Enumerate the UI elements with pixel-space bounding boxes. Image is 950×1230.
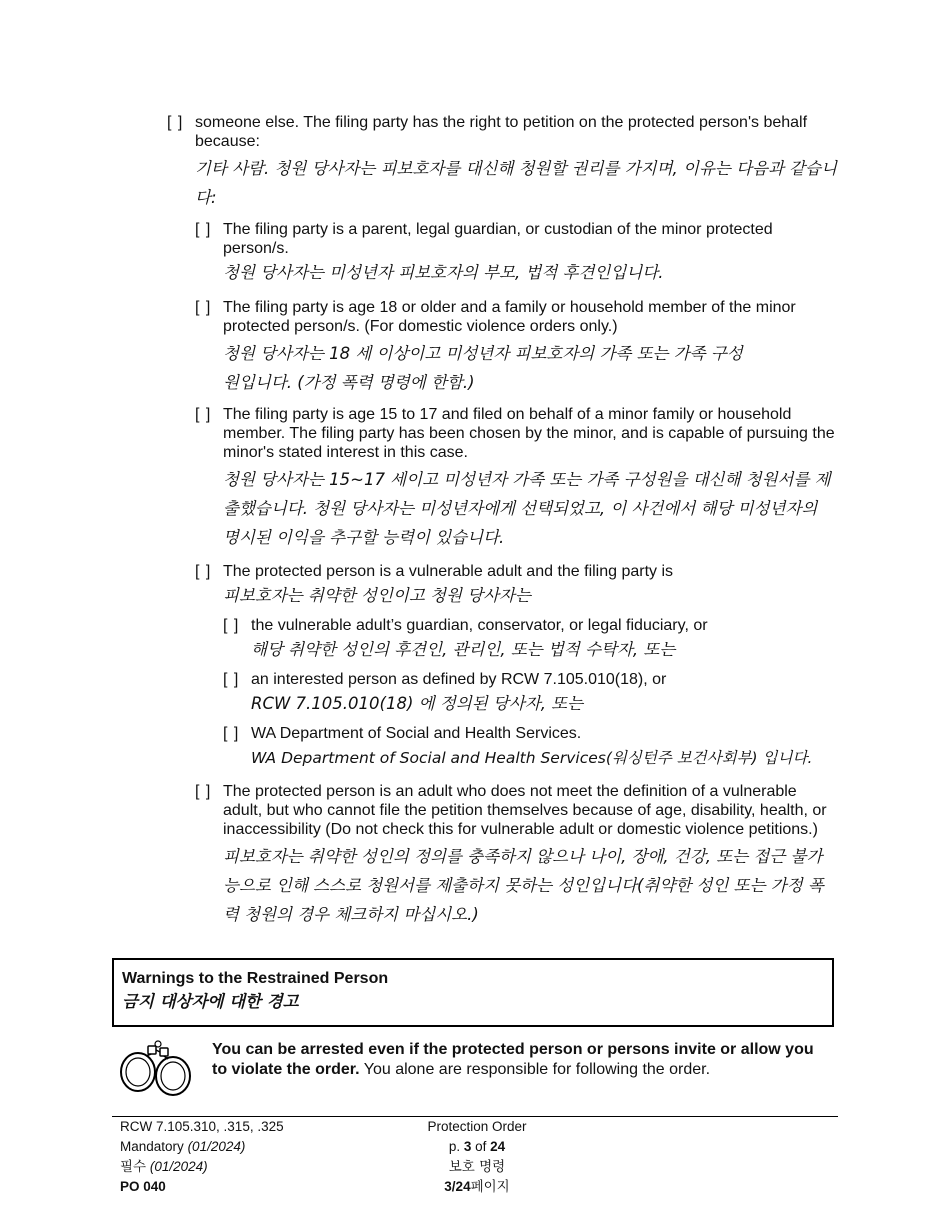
checkbox[interactable]: [ ] xyxy=(195,783,212,800)
checkbox[interactable]: [ ] xyxy=(195,563,212,580)
checkbox[interactable]: [ ] xyxy=(223,725,240,742)
footer-rcw: RCW 7.105.310, .315, .325 xyxy=(120,1119,284,1134)
checkbox[interactable]: [ ] xyxy=(223,617,240,634)
footer-mandatory: Mandatory (01/2024) xyxy=(120,1139,246,1154)
option-age-15 xyxy=(195,405,835,552)
option-guardian xyxy=(223,616,833,663)
option-vulnerable-adult xyxy=(195,562,835,609)
warnings-title-ko: 금지 대상자에 대한 경고 xyxy=(122,992,299,1011)
option-text-ko: 피보호자는 취약한 성인이고 청원 당사자는 xyxy=(223,586,531,605)
option-text-ko: 청원 당사자는 15~17 세이고 미성년자 가족 또는 가족 구성원을 대신해 청원서를 제출했습니다. 청원 당사자는 미성년자에게 선택되었고, 이 사건에서 해당 미성년자의 명시된 이익을 추구할 능력이 있습니다. xyxy=(223,470,831,547)
arrest-warning-rest: You alone are responsible for following the order. xyxy=(359,1061,711,1078)
option-text: The protected person is a vulnerable adult and the filing party is xyxy=(223,563,674,580)
footer-form-number: PO 040 xyxy=(120,1179,166,1194)
footer-required-ko: 필수 (01/2024) xyxy=(120,1159,208,1175)
arrest-warning xyxy=(212,1040,832,1080)
option-text: the vulnerable adult’s guardian, conservator, or legal fiduciary, or xyxy=(251,617,708,634)
option-interested-person xyxy=(223,670,833,717)
option-text-ko: 피보호자는 취약한 성인의 정의를 충족하지 않으나 나이, 장애, 건강, 또는 접근 불가능으로 인해 스스로 청원서를 제출하지 못하는 성인입니다(취약한 성인 또는 가정 폭력 청원의 경우 체크하지 마십시오.) xyxy=(223,847,824,924)
footer-page: p. 3 of 24 xyxy=(448,1139,506,1154)
option-text: someone else. The filing party has the right to petition on the protected person's behalf because: xyxy=(195,114,808,150)
footer-title-ko: 보호 명령 xyxy=(448,1159,506,1175)
option-text-ko: 청원 당사자는 미성년자 피보호자의 부모, 법적 후견인입니다. xyxy=(223,263,664,282)
footer-page-ko: 3/24페이지 xyxy=(444,1179,510,1195)
footer-center xyxy=(412,1117,542,1197)
option-text-ko: 청원 당사자는 18 세 이상이고 미성년자 피보호자의 가족 또는 가족 구성원입니다. (가정 폭력 명령에 한함.) xyxy=(223,344,743,392)
option-age-18 xyxy=(195,298,840,397)
option-text: The filing party is age 18 or older and a family or household member of the minor protected person/s. (For domestic violence orders only.) xyxy=(223,299,796,335)
option-text: The protected person is an adult who does not meet the definition of a vulnerable adult, but who cannot file the petition themselves because of age, disability, health, or inaccessibility (Do not check this for vulnerable adult or domestic violence petitions.) xyxy=(223,783,827,838)
option-text-ko: 해당 취약한 성인의 후견인, 관리인, 또는 법적 수탁자, 또는 xyxy=(251,640,676,659)
option-text-ko: WA Department of Social and Health Services(워싱턴주 보건사회부) 입니다. xyxy=(251,749,813,767)
option-adult xyxy=(195,782,838,929)
option-dshs xyxy=(223,724,838,771)
handcuffs-icon xyxy=(118,1038,198,1098)
footer-left xyxy=(120,1117,284,1197)
option-text-ko: RCW 7.105.010(18) 에 정의된 당사자, 또는 xyxy=(251,694,584,713)
checkbox[interactable]: [ ] xyxy=(195,221,212,238)
option-text: The filing party is a parent, legal guardian, or custodian of the minor protected person/s. xyxy=(223,221,773,257)
option-text: an interested person as defined by RCW 7.105.010(18), or xyxy=(251,671,667,688)
checkbox[interactable]: [ ] xyxy=(195,299,212,316)
option-text: WA Department of Social and Health Services. xyxy=(251,725,582,742)
option-text: The filing party is age 15 to 17 and filed on behalf of a minor family or household member. The filing party has been chosen by the minor, and is capable of pursuing the minor's stated interest in this case. xyxy=(223,406,835,461)
footer-title: Protection Order xyxy=(427,1119,527,1134)
warnings-heading-box xyxy=(112,958,834,1027)
arrest-warning-bold: You can be arrested even if the protected person or persons invite or allow you to violate the order. xyxy=(212,1041,814,1078)
warnings-title: Warnings to the Restrained Person xyxy=(122,970,389,987)
option-parent xyxy=(195,220,835,286)
checkbox[interactable]: [ ] xyxy=(223,671,240,688)
checkbox[interactable]: [ ] xyxy=(167,114,184,131)
option-text-ko: 기타 사람. 청원 당사자는 피보호자를 대신해 청원할 권리를 가지며, 이유는 다음과 같습니다: xyxy=(195,159,837,207)
option-someone-else xyxy=(167,113,837,212)
checkbox[interactable]: [ ] xyxy=(195,406,212,423)
